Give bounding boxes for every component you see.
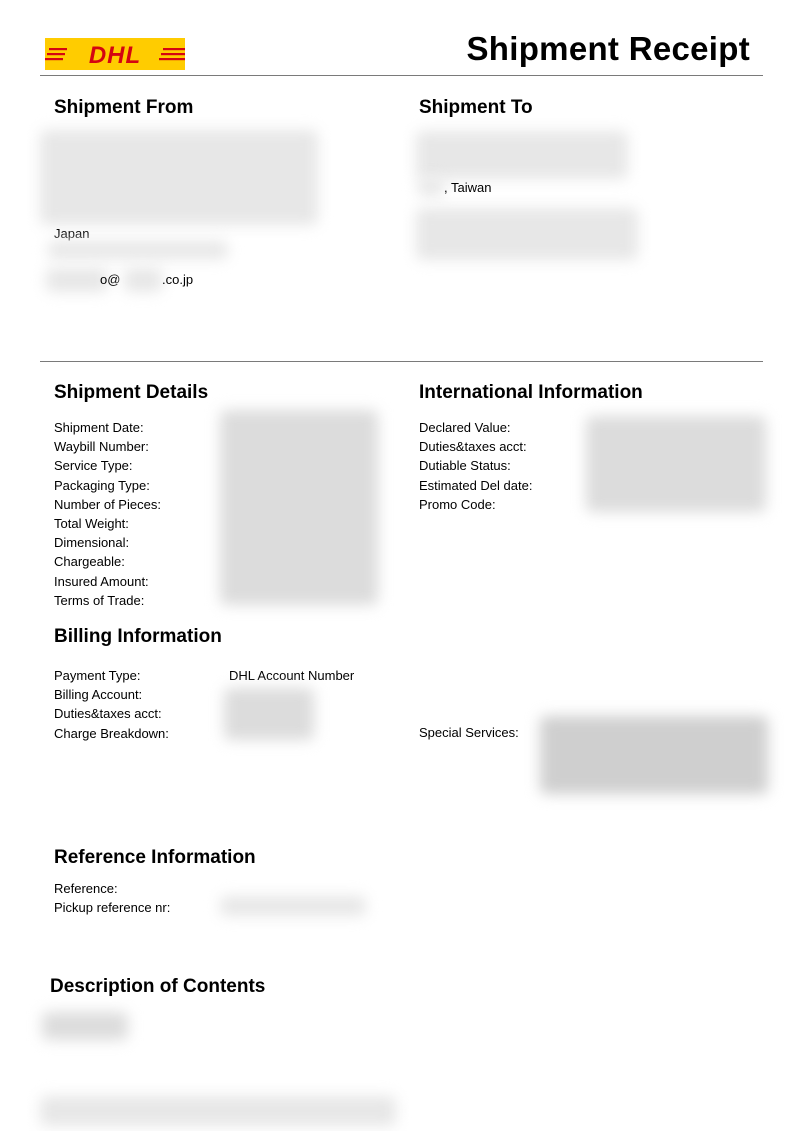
redacted-email-user — [46, 268, 108, 292]
billing-label: Payment Type: — [54, 668, 141, 683]
detail-label: Shipment Date: — [54, 420, 144, 435]
detail-label: Waybill Number: — [54, 439, 149, 455]
recipient-city-country: , Taiwan — [444, 180, 492, 195]
detail-label: Terms of Trade: — [54, 592, 145, 608]
international-labels — [419, 418, 532, 514]
redacted-email-domain — [124, 268, 162, 292]
redacted-shipment-details — [220, 410, 378, 605]
sender-email-domain: .co.jp — [162, 272, 194, 287]
special-services-label: Special Services: — [419, 725, 519, 740]
reference-label: Reference: — [54, 881, 118, 896]
shipment-to-heading: Shipment To — [419, 97, 533, 118]
payment-type-value: DHL Account Number — [229, 668, 355, 683]
page-title: Shipment Receipt — [466, 30, 750, 67]
detail-label: Service Type: — [54, 458, 133, 474]
international-label: Promo Code: — [419, 496, 496, 512]
detail-label: Number of Pieces: — [54, 496, 161, 512]
redacted-international-info — [586, 416, 766, 512]
sender-email-at: o@ — [100, 272, 121, 287]
dhl-logo — [45, 38, 185, 70]
detail-label: Packaging Type: — [54, 477, 150, 493]
redacted-contents-description — [42, 1012, 128, 1040]
divider-middle — [40, 361, 763, 362]
billing-label: Billing Account: — [54, 687, 143, 703]
redacted-recipient-city — [418, 178, 444, 196]
shipment-details-labels — [54, 418, 161, 610]
redacted-recipient-contact — [416, 208, 638, 260]
divider-top — [40, 75, 763, 76]
international-label: Estimated Del date: — [419, 477, 533, 493]
billing-label: Charge Breakdown: — [54, 725, 169, 741]
detail-label: Dimensional: — [54, 535, 130, 551]
reference-labels — [54, 879, 170, 917]
redacted-special-services — [540, 716, 768, 794]
international-label: Duties&taxes acct: — [419, 439, 527, 455]
sender-country: Japan — [54, 226, 90, 241]
billing-heading: Billing Information — [54, 626, 222, 647]
international-label: Dutiable Status: — [419, 458, 511, 474]
reference-heading: Reference Information — [54, 847, 256, 868]
redacted-pickup-reference — [220, 896, 366, 916]
redacted-billing-account — [224, 688, 314, 740]
redacted-sender-address — [40, 130, 318, 225]
billing-label: Duties&taxes acct: — [54, 706, 162, 722]
detail-label: Insured Amount: — [54, 573, 149, 589]
detail-label: Chargeable: — [54, 554, 125, 570]
redacted-contents-detail — [40, 1096, 396, 1126]
redacted-recipient-address — [416, 131, 628, 179]
international-heading: International Information — [419, 382, 643, 403]
redacted-sender-phone — [48, 241, 228, 259]
shipment-details-heading: Shipment Details — [54, 382, 209, 403]
contents-heading: Description of Contents — [50, 976, 266, 997]
billing-labels — [54, 666, 169, 743]
dhl-logo-graphic — [45, 38, 185, 70]
international-label: Declared Value: — [419, 420, 511, 435]
logo-text: DHL — [88, 42, 142, 69]
detail-label: Total Weight: — [54, 516, 129, 532]
shipment-from-heading: Shipment From — [54, 97, 194, 118]
reference-label: Pickup reference nr: — [54, 900, 171, 916]
